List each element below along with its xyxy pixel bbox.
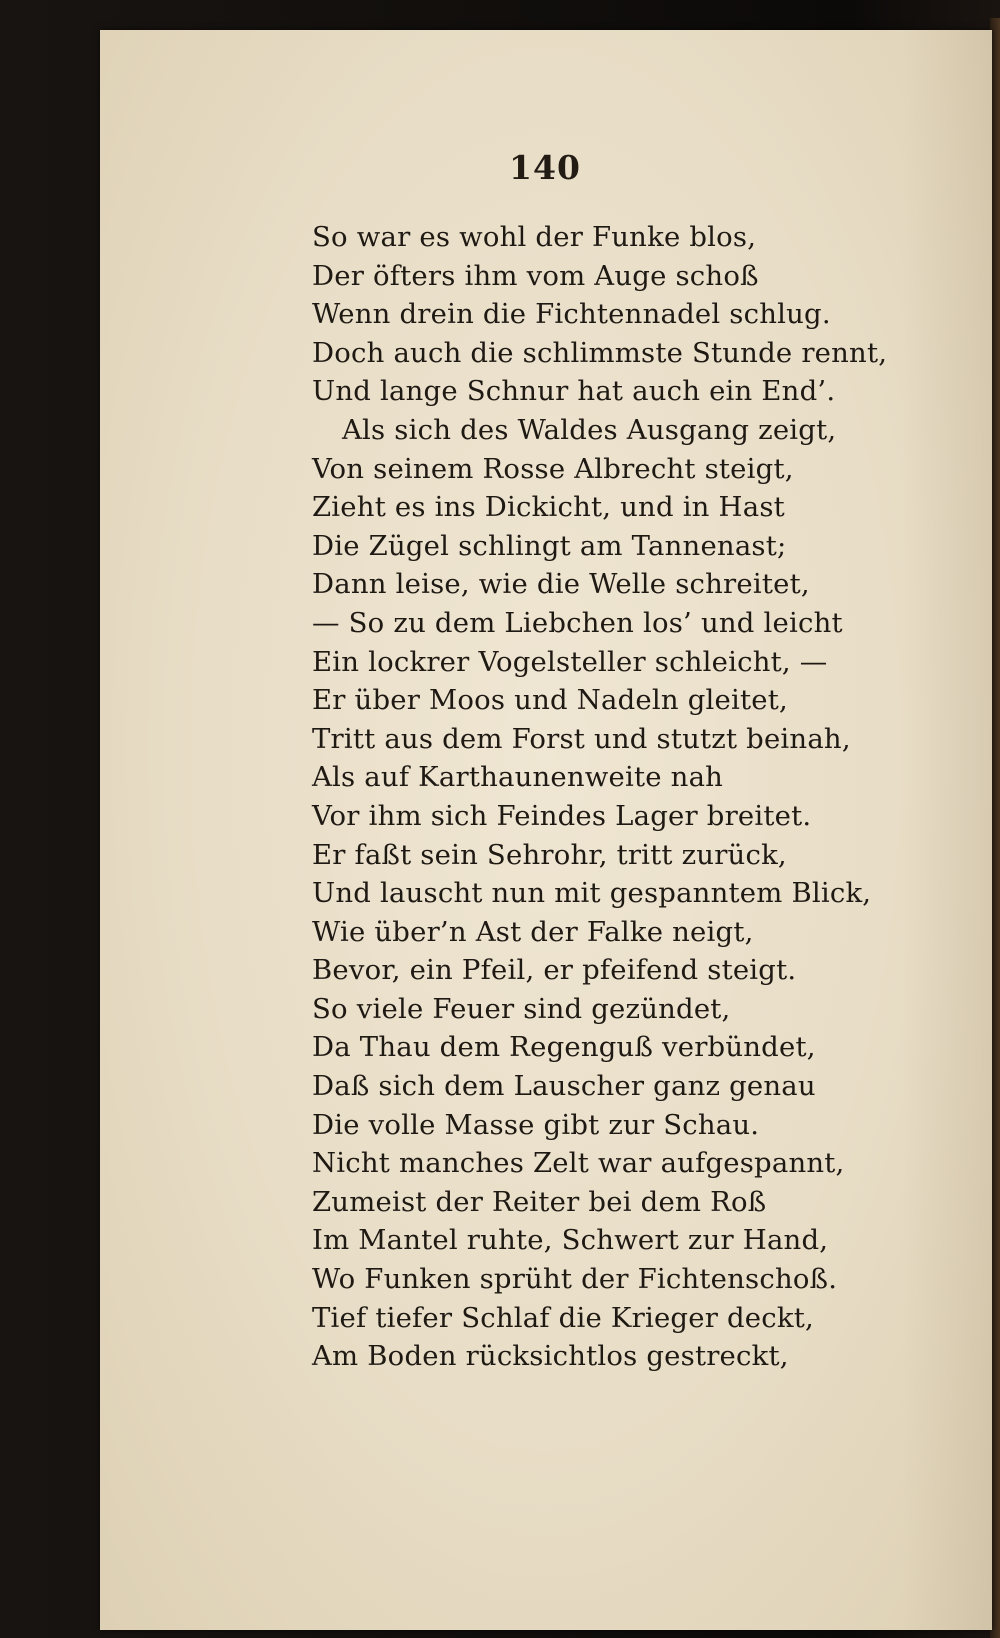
verse-line: Da Thau dem Regenguß verbündet, bbox=[312, 1031, 816, 1064]
verse-line: So viele Feuer sind gezündet, bbox=[312, 992, 731, 1025]
verse-line: Er faßt sein Sehrohr, tritt zurück, bbox=[312, 838, 787, 871]
verse-line: So war es wohl der Funke blos, bbox=[312, 221, 757, 253]
verse-line: Daß sich dem Lauscher ganz genau bbox=[312, 1070, 816, 1103]
poem-text bbox=[312, 218, 912, 1376]
verse-line: Wo Funken sprüht der Fichtenschoß. bbox=[312, 1263, 838, 1296]
verse-line: Der öfters ihm vom Auge schoß bbox=[312, 259, 759, 292]
verse-line: Als sich des Waldes Ausgang zeigt, bbox=[342, 413, 837, 446]
verse-line: Die Zügel schlingt am Tannenast; bbox=[312, 529, 787, 562]
verse-line: Tief tiefer Schlaf die Krieger deckt, bbox=[312, 1301, 814, 1334]
verse-line: Und lange Schnur hat auch ein End’. bbox=[312, 375, 836, 408]
verse-line: Nicht manches Zelt war aufgespannt, bbox=[312, 1147, 845, 1180]
verse-line: Er über Moos und Nadeln gleitet, bbox=[312, 684, 788, 717]
verse-line: Vor ihm sich Feindes Lager breitet. bbox=[312, 799, 812, 832]
verse-line: Die volle Masse gibt zur Schau. bbox=[312, 1108, 760, 1141]
verse-line: Als auf Karthaunenweite nah bbox=[312, 761, 724, 794]
verse-line: Bevor, ein Pfeil, er pfeifend steigt. bbox=[312, 954, 797, 987]
verse-line: Zumeist der Reiter bei dem Roß bbox=[312, 1185, 767, 1218]
verse-line: Doch auch die schlimmste Stunde rennt, bbox=[312, 336, 888, 369]
verse-line: Zieht es ins Dickicht, und in Hast bbox=[312, 491, 785, 524]
verse-line: Wenn drein die Fichtennadel schlug. bbox=[312, 298, 831, 331]
verse-line: Im Mantel ruhte, Schwert zur Hand, bbox=[312, 1224, 829, 1257]
verse-line: Tritt aus dem Forst und stutzt beinah, bbox=[312, 722, 851, 755]
verse-line: Dann leise, wie die Welle schreitet, bbox=[312, 568, 810, 601]
verse-line: Am Boden rücksichtlos gestreckt, bbox=[312, 1340, 789, 1373]
book-page bbox=[100, 30, 992, 1630]
page-number: 140 bbox=[509, 148, 581, 187]
verse-line: Und lauscht nun mit gespanntem Blick, bbox=[312, 877, 872, 910]
verse-line: — So zu dem Liebchen los’ und leicht bbox=[312, 606, 843, 639]
verse-line: Wie über’n Ast der Falke neigt, bbox=[312, 915, 754, 948]
verse-line: Ein lockrer Vogelsteller schleicht, — bbox=[312, 645, 828, 678]
verse-line: Von seinem Rosse Albrecht steigt, bbox=[312, 452, 794, 485]
